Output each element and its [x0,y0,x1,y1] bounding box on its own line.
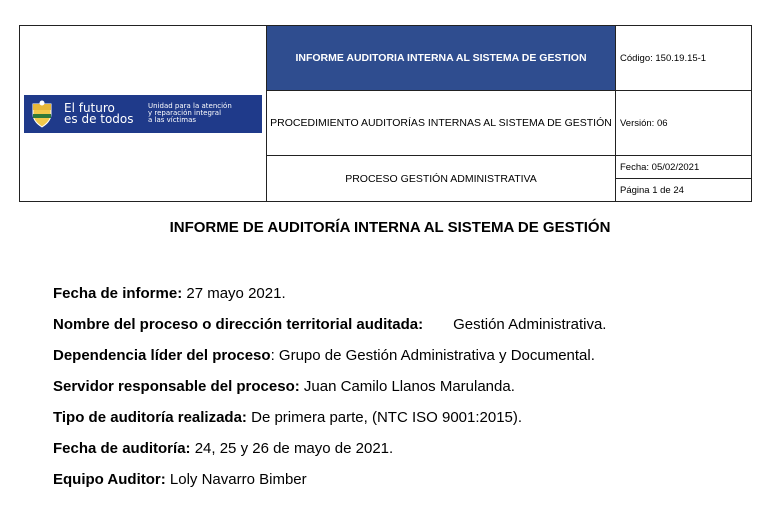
field-value: De primera parte, (NTC ISO 9001:2015). [246,409,523,426]
field-process-name [53,316,606,333]
field-audit-date [53,440,393,457]
report-title-cell: INFORME AUDITORIA INTERNA AL SISTEMA DE GESTION [267,26,616,91]
code-cell: Código: 150.19.15-1 [616,26,752,91]
document-header-table [19,25,752,202]
field-value: Loly Navarro Bimber [165,471,307,488]
field-label: Dependencia líder del proceso [53,347,271,364]
unit-line-2: y reparación integral [148,109,222,117]
slogan-text [64,100,140,126]
field-value: 24, 25 y 26 de mayo de 2021. [190,440,394,457]
page-cell: Página 1 de 24 [616,179,752,202]
field-label: Nombre del proceso o dirección territorial auditada: [53,316,424,333]
unit-line-1: Unidad para la atención [148,102,232,110]
field-audit-team [53,471,307,488]
slogan-line-1: El futuro [64,100,115,115]
field-label: Servidor responsable del proceso: [53,378,300,395]
process-cell: PROCESO GESTIÓN ADMINISTRATIVA [267,156,616,202]
slogan-line-2: es de todos [64,111,134,126]
unit-line-3: a las víctimas [148,116,197,124]
document-title: INFORME DE AUDITORÍA INTERNA AL SISTEMA DE GESTIÓN [169,219,611,236]
version-cell: Versión: 06 [616,91,752,156]
field-label: Tipo de auditoría realizada: [53,409,247,426]
procedure-cell: PROCEDIMIENTO AUDITORÍAS INTERNAS AL SISTEMA DE GESTIÓN [267,91,616,156]
field-lead-unit [53,347,595,364]
field-value: Juan Camilo Llanos Marulanda. [299,378,515,395]
unit-name-text [148,103,248,124]
field-value: Gestión Administrativa. [453,316,607,333]
field-audit-type [53,409,522,426]
field-responsible [53,378,515,395]
field-label: Fecha de auditoría: [53,440,191,457]
field-value: 27 mayo 2021. [182,285,286,302]
field-label: Equipo Auditor: [53,471,166,488]
entity-logo [24,95,262,133]
logo-cell [20,26,267,202]
field-value: : Grupo de Gestión Administrativa y Documental. [270,347,595,364]
field-report-date [53,285,286,302]
field-label: Fecha de informe: [53,285,183,302]
coat-of-arms-icon [30,100,54,128]
date-cell: Fecha: 05/02/2021 [616,156,752,179]
